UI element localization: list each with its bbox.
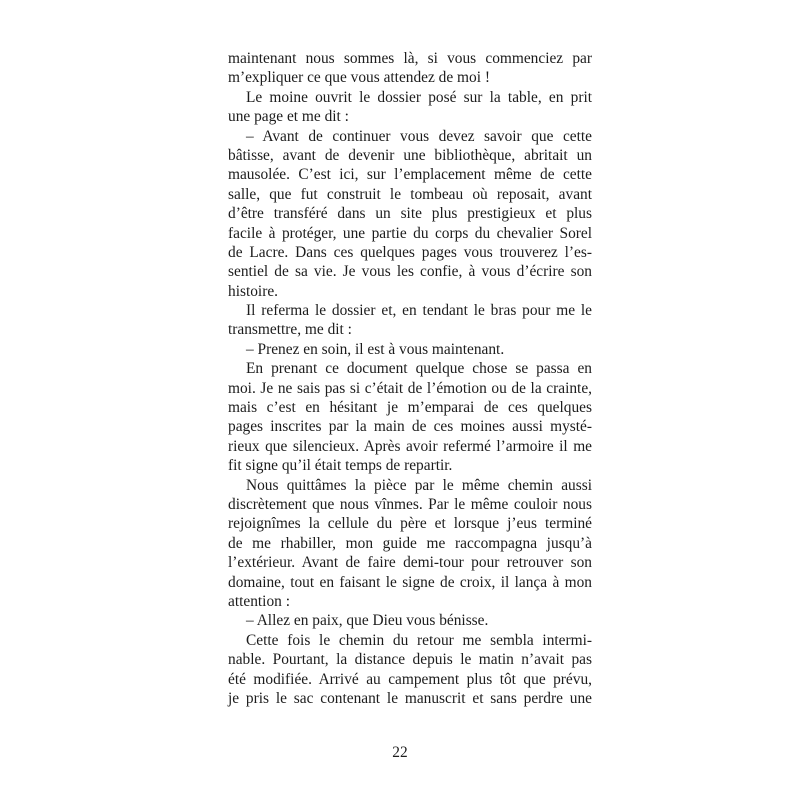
text-line: – Allez en paix, que Dieu vous bénisse. (246, 612, 489, 630)
text-line: d’être transféré dans un site plus prestigieux et plus (228, 205, 592, 223)
text-line: mais c’est en hésitant je m’emparai de ces quelques (228, 399, 592, 417)
text-line: l’extérieur. Avant de faire demi-tour pour retrouver son (228, 554, 592, 572)
text-line: mausolée. C’est ici, sur l’emplacement même de cette (228, 166, 592, 184)
text-line: maintenant nous sommes là, si vous commenciez par (228, 50, 592, 67)
text-line: moi. Je ne sais pas si c’était de l’émotion ou de la crainte, (228, 379, 592, 397)
text-line: m’expliquer ce que vous attendez de moi ! (228, 69, 490, 87)
text-line: histoire. (228, 282, 279, 300)
text-line: domaine, tout en faisant le signe de croix, il lança à mon (228, 573, 592, 591)
text-line: attention : (228, 592, 290, 610)
text-line: Cette fois le chemin du retour me sembla intermi- (246, 631, 592, 649)
text-line: sentiel de sa vie. Je vous les confie, à vous d’écrire son (228, 263, 592, 281)
page-number: 22 (392, 744, 408, 761)
text-line: salle, que fut construit le tombeau où reposait, avant (228, 185, 592, 203)
text-line: de Lacre. Dans ces quelques pages vous trouverez l’es- (228, 243, 592, 261)
text-line: facile à protéger, une partie du corps du chevalier Sorel (228, 224, 592, 242)
text-line: fit signe qu’il était temps de repartir. (228, 457, 453, 475)
body-text (228, 49, 592, 708)
text-line: pages inscrites par la main de ces moines aussi mysté- (228, 418, 592, 436)
text-line: – Avant de continuer vous devez savoir que cette (246, 127, 592, 145)
text-line: – Prenez en soin, il est à vous maintenant. (246, 340, 505, 358)
text-line: rieux que silencieux. Après avoir refermé l’armoire il me (228, 437, 592, 455)
text-line: transmettre, me dit : (228, 321, 352, 339)
text-line: nable. Pourtant, la distance depuis le matin n’avait pas (228, 651, 592, 669)
text-line: bâtisse, avant de devenir une bibliothèque, abritait un (228, 146, 592, 164)
text-line: Nous quittâmes la pièce par le même chemin aussi (246, 476, 592, 494)
text-line: été modifiée. Arrivé au campement plus tôt que prévu, (228, 670, 592, 688)
text-line: je pris le sac contenant le manuscrit et sans perdre une (228, 689, 592, 707)
text-line: discrètement que nous vînmes. Par le même couloir nous (228, 495, 592, 513)
text-line: Il referma le dossier et, en tendant le bras pour me le (246, 302, 592, 320)
text-line: de me rhabiller, mon guide me raccompagna jusqu’à (228, 534, 592, 552)
text-line: Le moine ouvrit le dossier posé sur la table, en prit (246, 88, 592, 106)
text-line: rejoignîmes la cellule du père et lorsque j’eus terminé (228, 515, 592, 533)
text-line: En prenant ce document quelque chose se passa en (246, 360, 592, 378)
text-line: une page et me dit : (228, 108, 349, 126)
